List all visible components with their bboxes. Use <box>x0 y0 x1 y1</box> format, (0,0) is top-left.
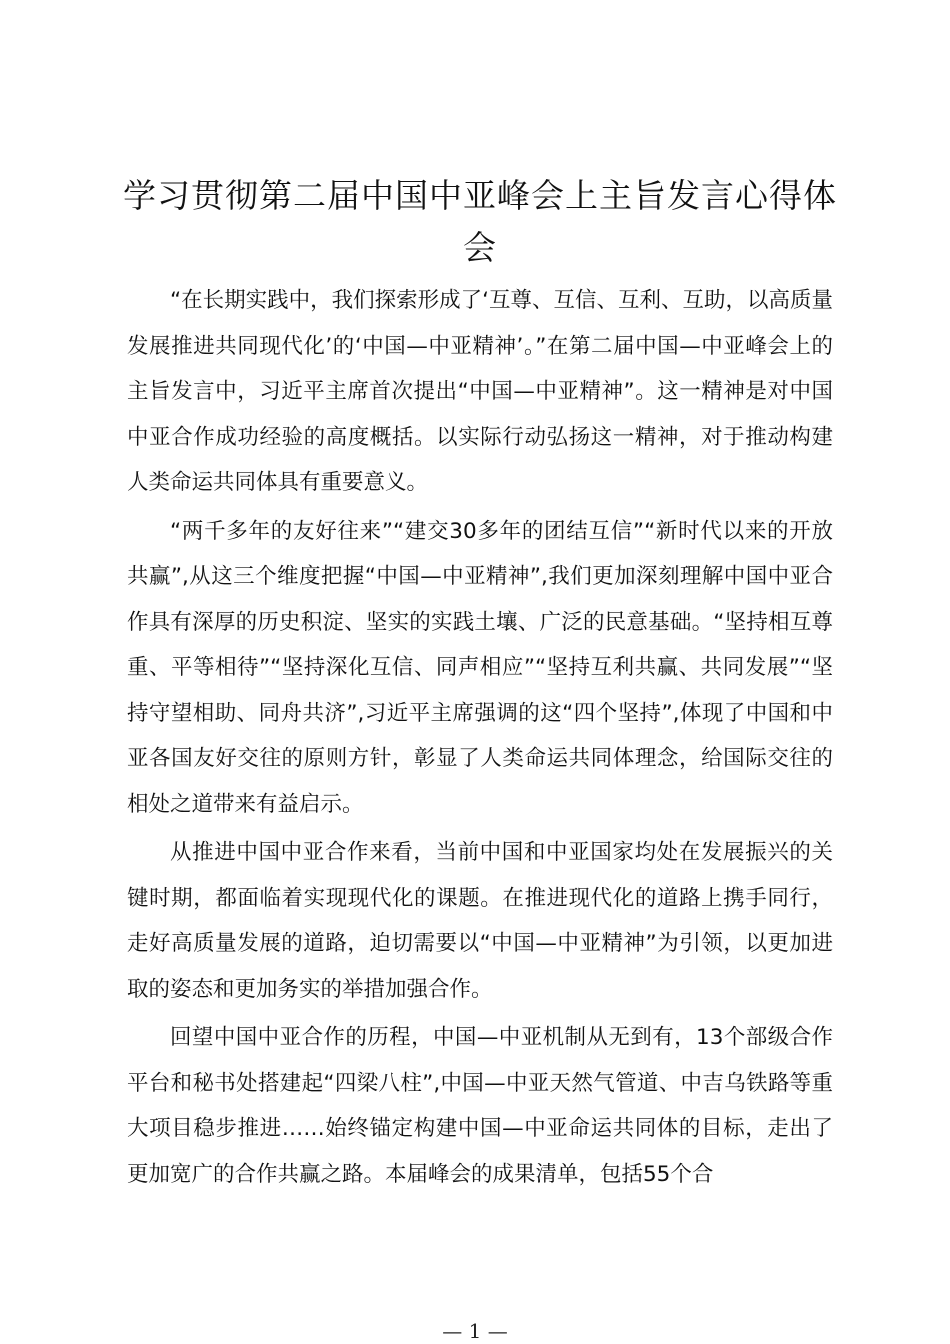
document-body <box>127 278 833 1200</box>
document-title: 学习贯彻第二届中国中亚峰会上主旨发言心得体会 <box>123 176 837 267</box>
page-number: — 1 — <box>442 1319 508 1343</box>
paragraph-2: “两千多年的友好往来”“建交30多年的团结互信”“新时代以来的开放共赢”,从这三个维度把握“中国—中亚精神”,我们更加深刻理解中国中亚合作具有深厚的历史积淀、坚实的实践土壤、广泛的民意基础。“坚持相互尊重、平等相待”“坚持深化互信、同声相应”“坚持互利共赢、共同发展”“坚持守望相助、同舟共济”,习近平主席强调的这“四个坚持”,体现了中国和中亚各国友好交往的原则方针，彰显了人类命运共同体理念，给国际交往的相处之道带来有益启示。 <box>127 518 833 817</box>
paragraph-4: 回望中国中亚合作的历程，中国—中亚机制从无到有，13个部级合作平台和秘书处搭建起“四梁八柱”,中国—中亚天然气管道、中吉乌铁路等重大项目稳步推进……始终锚定构建中国—中亚命运共同体的目标，走出了更加宽广的合作共赢之路。本届峰会的成果清单，包括55个合 <box>127 1025 833 1187</box>
paragraph-3: 从推进中国中亚合作来看，当前中国和中亚国家均处在发展振兴的关键时期，都面临着实现现代化的课题。在推进现代化的道路上携手同行，走好高质量发展的道路，迫切需要以“中国—中亚精神”为引领，以更加进取的姿态和更加务实的举措加强合作。 <box>127 840 833 1002</box>
paragraph-1: “在长期实践中，我们探索形成了‘互尊、互信、互利、互助，以高质量发展推进共同现代化’的‘中国—中亚精神’。”在第二届中国—中亚峰会上的主旨发言中，习近平主席首次提出“中国—中亚精神”。这一精神是对中国中亚合作成功经验的高度概括。以实际行动弘扬这一精神，对于推动构建人类命运共同体具有重要意义。 <box>127 288 833 495</box>
